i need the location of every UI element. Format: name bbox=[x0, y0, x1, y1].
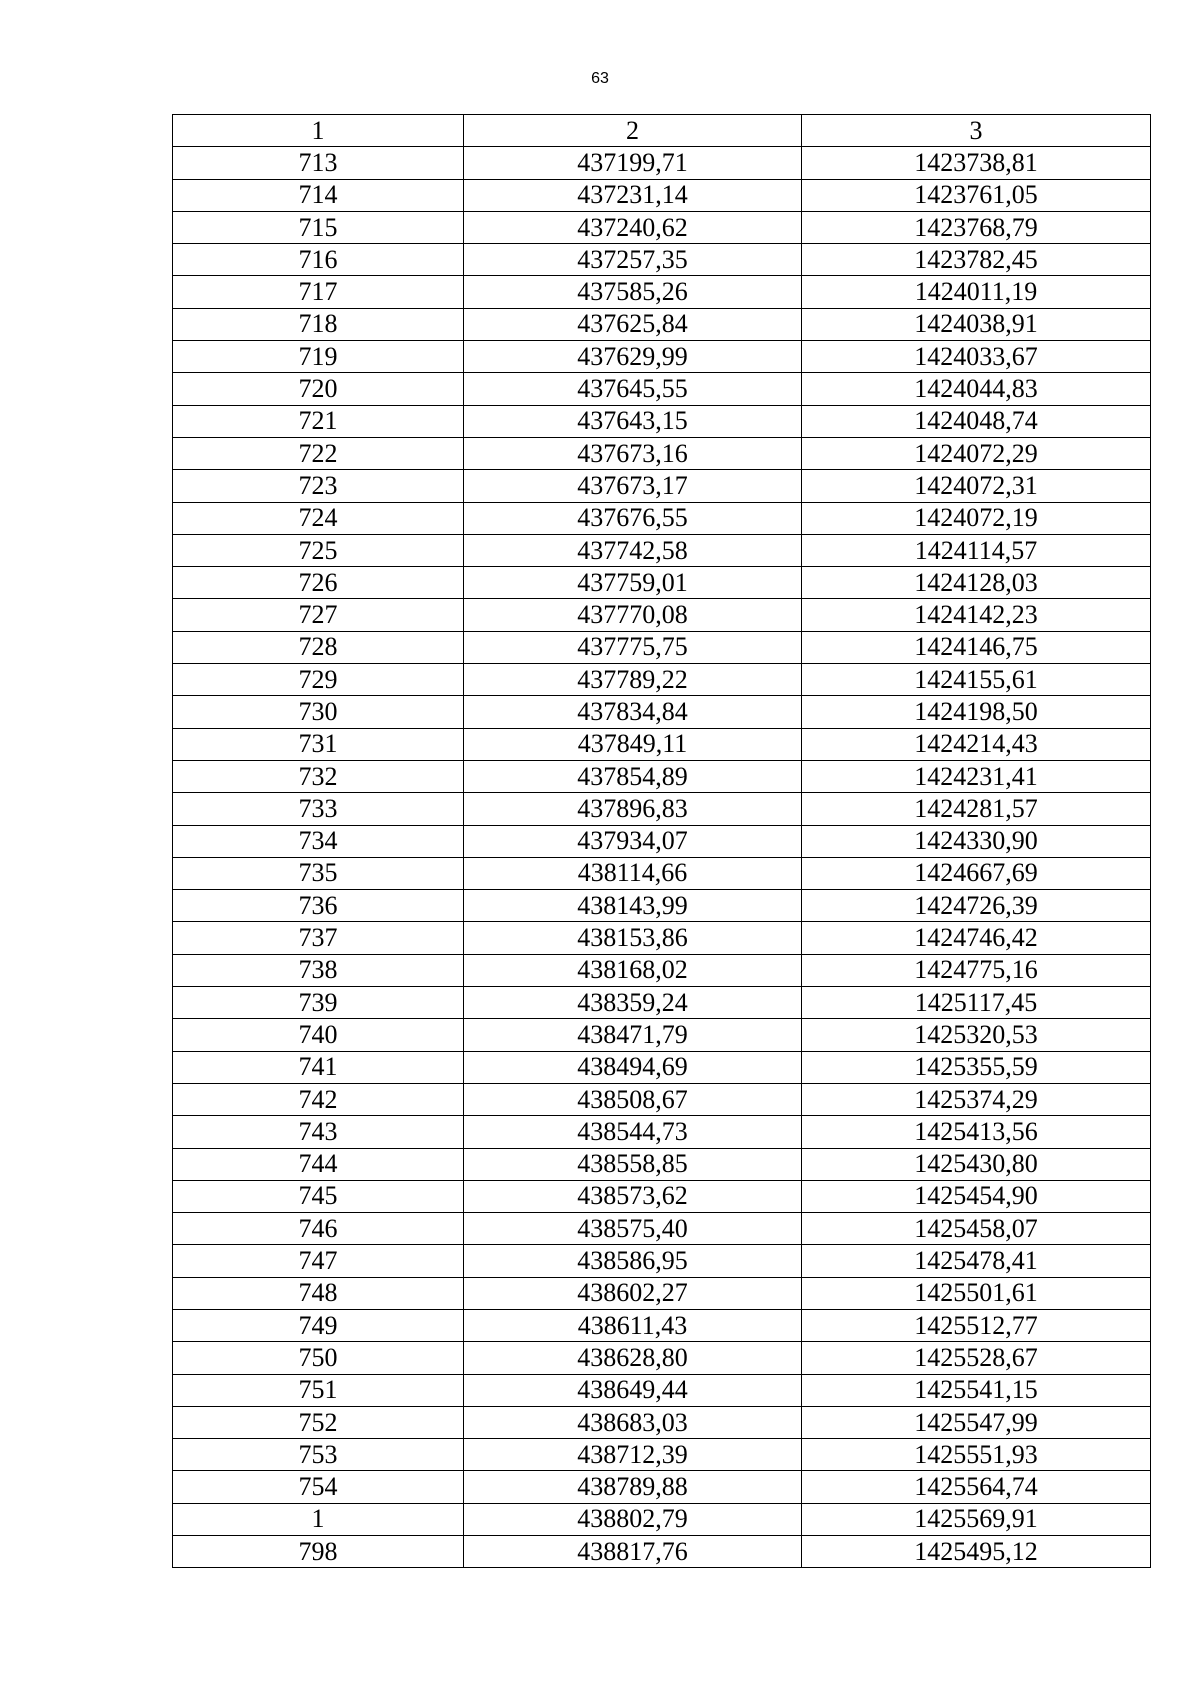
y-coordinate-cell: 1424072,19 bbox=[802, 502, 1151, 534]
y-coordinate-cell: 1423761,05 bbox=[802, 179, 1151, 211]
point-number-cell: 722 bbox=[173, 437, 464, 469]
x-coordinate-cell: 438817,76 bbox=[464, 1536, 802, 1568]
point-number-cell: 753 bbox=[173, 1439, 464, 1471]
point-number-cell: 739 bbox=[173, 987, 464, 1019]
table-row bbox=[173, 1406, 1151, 1438]
page-number: 63 bbox=[591, 70, 609, 87]
y-coordinate-cell: 1425430,80 bbox=[802, 1148, 1151, 1180]
table-row bbox=[173, 664, 1151, 696]
point-number-cell: 748 bbox=[173, 1277, 464, 1309]
y-coordinate-cell: 1425478,41 bbox=[802, 1245, 1151, 1277]
x-coordinate-cell: 437629,99 bbox=[464, 341, 802, 373]
table-row bbox=[173, 1116, 1151, 1148]
x-coordinate-cell: 438508,67 bbox=[464, 1083, 802, 1115]
point-number-cell: 732 bbox=[173, 760, 464, 792]
table-row bbox=[173, 1083, 1151, 1115]
y-coordinate-cell: 1424038,91 bbox=[802, 308, 1151, 340]
column-header-2: 2 bbox=[464, 115, 802, 147]
point-number-cell: 1 bbox=[173, 1503, 464, 1535]
point-number-cell: 740 bbox=[173, 1019, 464, 1051]
x-coordinate-cell: 437585,26 bbox=[464, 276, 802, 308]
x-coordinate-cell: 438471,79 bbox=[464, 1019, 802, 1051]
x-coordinate-cell: 437673,16 bbox=[464, 437, 802, 469]
y-coordinate-cell: 1424128,03 bbox=[802, 567, 1151, 599]
y-coordinate-cell: 1424726,39 bbox=[802, 890, 1151, 922]
x-coordinate-cell: 438611,43 bbox=[464, 1309, 802, 1341]
point-number-cell: 723 bbox=[173, 470, 464, 502]
x-coordinate-cell: 437789,22 bbox=[464, 664, 802, 696]
column-header-3: 3 bbox=[802, 115, 1151, 147]
table-row bbox=[173, 341, 1151, 373]
table-row bbox=[173, 308, 1151, 340]
x-coordinate-cell: 438586,95 bbox=[464, 1245, 802, 1277]
table-row bbox=[173, 1536, 1151, 1568]
y-coordinate-cell: 1424330,90 bbox=[802, 825, 1151, 857]
table-row bbox=[173, 890, 1151, 922]
table-row bbox=[173, 1277, 1151, 1309]
table-row bbox=[173, 1439, 1151, 1471]
point-number-cell: 747 bbox=[173, 1245, 464, 1277]
table-row bbox=[173, 922, 1151, 954]
table-row bbox=[173, 760, 1151, 792]
x-coordinate-cell: 438494,69 bbox=[464, 1051, 802, 1083]
table-row bbox=[173, 825, 1151, 857]
y-coordinate-cell: 1425501,61 bbox=[802, 1277, 1151, 1309]
x-coordinate-cell: 437854,89 bbox=[464, 760, 802, 792]
table-row bbox=[173, 567, 1151, 599]
point-number-cell: 729 bbox=[173, 664, 464, 696]
point-number-cell: 728 bbox=[173, 631, 464, 663]
point-number-cell: 715 bbox=[173, 211, 464, 243]
table-row bbox=[173, 1019, 1151, 1051]
table-row bbox=[173, 1180, 1151, 1212]
point-number-cell: 750 bbox=[173, 1342, 464, 1374]
y-coordinate-cell: 1425458,07 bbox=[802, 1213, 1151, 1245]
point-number-cell: 713 bbox=[173, 147, 464, 179]
y-coordinate-cell: 1424775,16 bbox=[802, 954, 1151, 986]
table-row bbox=[173, 954, 1151, 986]
point-number-cell: 738 bbox=[173, 954, 464, 986]
y-coordinate-cell: 1424155,61 bbox=[802, 664, 1151, 696]
y-coordinate-cell: 1424033,67 bbox=[802, 341, 1151, 373]
x-coordinate-cell: 438558,85 bbox=[464, 1148, 802, 1180]
point-number-cell: 725 bbox=[173, 534, 464, 566]
table-row bbox=[173, 1309, 1151, 1341]
point-number-cell: 714 bbox=[173, 179, 464, 211]
y-coordinate-cell: 1424231,41 bbox=[802, 760, 1151, 792]
y-coordinate-cell: 1424746,42 bbox=[802, 922, 1151, 954]
table-row bbox=[173, 1471, 1151, 1503]
x-coordinate-cell: 438114,66 bbox=[464, 857, 802, 889]
x-coordinate-cell: 438575,40 bbox=[464, 1213, 802, 1245]
point-number-cell: 744 bbox=[173, 1148, 464, 1180]
table-row bbox=[173, 696, 1151, 728]
point-number-cell: 731 bbox=[173, 728, 464, 760]
x-coordinate-cell: 437849,11 bbox=[464, 728, 802, 760]
y-coordinate-cell: 1425374,29 bbox=[802, 1083, 1151, 1115]
table-row bbox=[173, 987, 1151, 1019]
table-row bbox=[173, 179, 1151, 211]
table-row bbox=[173, 147, 1151, 179]
point-number-cell: 743 bbox=[173, 1116, 464, 1148]
y-coordinate-cell: 1424011,19 bbox=[802, 276, 1151, 308]
y-coordinate-cell: 1425454,90 bbox=[802, 1180, 1151, 1212]
coordinates-table bbox=[172, 114, 1151, 1568]
table-body bbox=[173, 147, 1151, 1568]
y-coordinate-cell: 1424214,43 bbox=[802, 728, 1151, 760]
y-coordinate-cell: 1423782,45 bbox=[802, 244, 1151, 276]
table-row bbox=[173, 470, 1151, 502]
y-coordinate-cell: 1425564,74 bbox=[802, 1471, 1151, 1503]
x-coordinate-cell: 437759,01 bbox=[464, 567, 802, 599]
x-coordinate-cell: 438143,99 bbox=[464, 890, 802, 922]
x-coordinate-cell: 438602,27 bbox=[464, 1277, 802, 1309]
x-coordinate-cell: 438712,39 bbox=[464, 1439, 802, 1471]
table-row bbox=[173, 793, 1151, 825]
table-row bbox=[173, 437, 1151, 469]
y-coordinate-cell: 1423738,81 bbox=[802, 147, 1151, 179]
x-coordinate-cell: 438789,88 bbox=[464, 1471, 802, 1503]
point-number-cell: 741 bbox=[173, 1051, 464, 1083]
point-number-cell: 718 bbox=[173, 308, 464, 340]
table-row bbox=[173, 1051, 1151, 1083]
point-number-cell: 735 bbox=[173, 857, 464, 889]
y-coordinate-cell: 1424044,83 bbox=[802, 373, 1151, 405]
table-row bbox=[173, 1245, 1151, 1277]
table-row bbox=[173, 373, 1151, 405]
y-coordinate-cell: 1424142,23 bbox=[802, 599, 1151, 631]
table-row bbox=[173, 211, 1151, 243]
column-header-1: 1 bbox=[173, 115, 464, 147]
table-row bbox=[173, 502, 1151, 534]
x-coordinate-cell: 437645,55 bbox=[464, 373, 802, 405]
point-number-cell: 719 bbox=[173, 341, 464, 373]
table-row bbox=[173, 1503, 1151, 1535]
table-row bbox=[173, 534, 1151, 566]
point-number-cell: 742 bbox=[173, 1083, 464, 1115]
y-coordinate-cell: 1425413,56 bbox=[802, 1116, 1151, 1148]
x-coordinate-cell: 437934,07 bbox=[464, 825, 802, 857]
point-number-cell: 716 bbox=[173, 244, 464, 276]
y-coordinate-cell: 1425547,99 bbox=[802, 1406, 1151, 1438]
y-coordinate-cell: 1424198,50 bbox=[802, 696, 1151, 728]
x-coordinate-cell: 437257,35 bbox=[464, 244, 802, 276]
table-row bbox=[173, 1342, 1151, 1374]
table-row bbox=[173, 728, 1151, 760]
y-coordinate-cell: 1424072,31 bbox=[802, 470, 1151, 502]
table-row bbox=[173, 599, 1151, 631]
table-row bbox=[173, 1213, 1151, 1245]
x-coordinate-cell: 437625,84 bbox=[464, 308, 802, 340]
point-number-cell: 746 bbox=[173, 1213, 464, 1245]
point-number-cell: 752 bbox=[173, 1406, 464, 1438]
y-coordinate-cell: 1424667,69 bbox=[802, 857, 1151, 889]
y-coordinate-cell: 1425117,45 bbox=[802, 987, 1151, 1019]
table-header-row bbox=[173, 115, 1151, 147]
point-number-cell: 751 bbox=[173, 1374, 464, 1406]
x-coordinate-cell: 437240,62 bbox=[464, 211, 802, 243]
point-number-cell: 721 bbox=[173, 405, 464, 437]
x-coordinate-cell: 437673,17 bbox=[464, 470, 802, 502]
y-coordinate-cell: 1424048,74 bbox=[802, 405, 1151, 437]
x-coordinate-cell: 437770,08 bbox=[464, 599, 802, 631]
table-row bbox=[173, 276, 1151, 308]
y-coordinate-cell: 1425569,91 bbox=[802, 1503, 1151, 1535]
x-coordinate-cell: 438359,24 bbox=[464, 987, 802, 1019]
table-row bbox=[173, 1148, 1151, 1180]
point-number-cell: 745 bbox=[173, 1180, 464, 1212]
y-coordinate-cell: 1424281,57 bbox=[802, 793, 1151, 825]
y-coordinate-cell: 1425551,93 bbox=[802, 1439, 1151, 1471]
x-coordinate-cell: 437643,15 bbox=[464, 405, 802, 437]
y-coordinate-cell: 1425320,53 bbox=[802, 1019, 1151, 1051]
x-coordinate-cell: 438802,79 bbox=[464, 1503, 802, 1535]
y-coordinate-cell: 1424072,29 bbox=[802, 437, 1151, 469]
point-number-cell: 730 bbox=[173, 696, 464, 728]
point-number-cell: 724 bbox=[173, 502, 464, 534]
y-coordinate-cell: 1425512,77 bbox=[802, 1309, 1151, 1341]
y-coordinate-cell: 1424146,75 bbox=[802, 631, 1151, 663]
point-number-cell: 754 bbox=[173, 1471, 464, 1503]
y-coordinate-cell: 1425495,12 bbox=[802, 1536, 1151, 1568]
point-number-cell: 733 bbox=[173, 793, 464, 825]
x-coordinate-cell: 438628,80 bbox=[464, 1342, 802, 1374]
x-coordinate-cell: 438153,86 bbox=[464, 922, 802, 954]
x-coordinate-cell: 437742,58 bbox=[464, 534, 802, 566]
y-coordinate-cell: 1425541,15 bbox=[802, 1374, 1151, 1406]
y-coordinate-cell: 1423768,79 bbox=[802, 211, 1151, 243]
y-coordinate-cell: 1425355,59 bbox=[802, 1051, 1151, 1083]
y-coordinate-cell: 1425528,67 bbox=[802, 1342, 1151, 1374]
point-number-cell: 727 bbox=[173, 599, 464, 631]
x-coordinate-cell: 437199,71 bbox=[464, 147, 802, 179]
point-number-cell: 734 bbox=[173, 825, 464, 857]
table-row bbox=[173, 244, 1151, 276]
table-row bbox=[173, 405, 1151, 437]
table-row bbox=[173, 857, 1151, 889]
point-number-cell: 717 bbox=[173, 276, 464, 308]
point-number-cell: 726 bbox=[173, 567, 464, 599]
point-number-cell: 737 bbox=[173, 922, 464, 954]
x-coordinate-cell: 438544,73 bbox=[464, 1116, 802, 1148]
point-number-cell: 749 bbox=[173, 1309, 464, 1341]
y-coordinate-cell: 1424114,57 bbox=[802, 534, 1151, 566]
x-coordinate-cell: 437896,83 bbox=[464, 793, 802, 825]
x-coordinate-cell: 438649,44 bbox=[464, 1374, 802, 1406]
x-coordinate-cell: 438168,02 bbox=[464, 954, 802, 986]
x-coordinate-cell: 437834,84 bbox=[464, 696, 802, 728]
x-coordinate-cell: 438573,62 bbox=[464, 1180, 802, 1212]
point-number-cell: 798 bbox=[173, 1536, 464, 1568]
point-number-cell: 736 bbox=[173, 890, 464, 922]
x-coordinate-cell: 437676,55 bbox=[464, 502, 802, 534]
table-row bbox=[173, 631, 1151, 663]
x-coordinate-cell: 437775,75 bbox=[464, 631, 802, 663]
x-coordinate-cell: 437231,14 bbox=[464, 179, 802, 211]
x-coordinate-cell: 438683,03 bbox=[464, 1406, 802, 1438]
table-row bbox=[173, 1374, 1151, 1406]
point-number-cell: 720 bbox=[173, 373, 464, 405]
